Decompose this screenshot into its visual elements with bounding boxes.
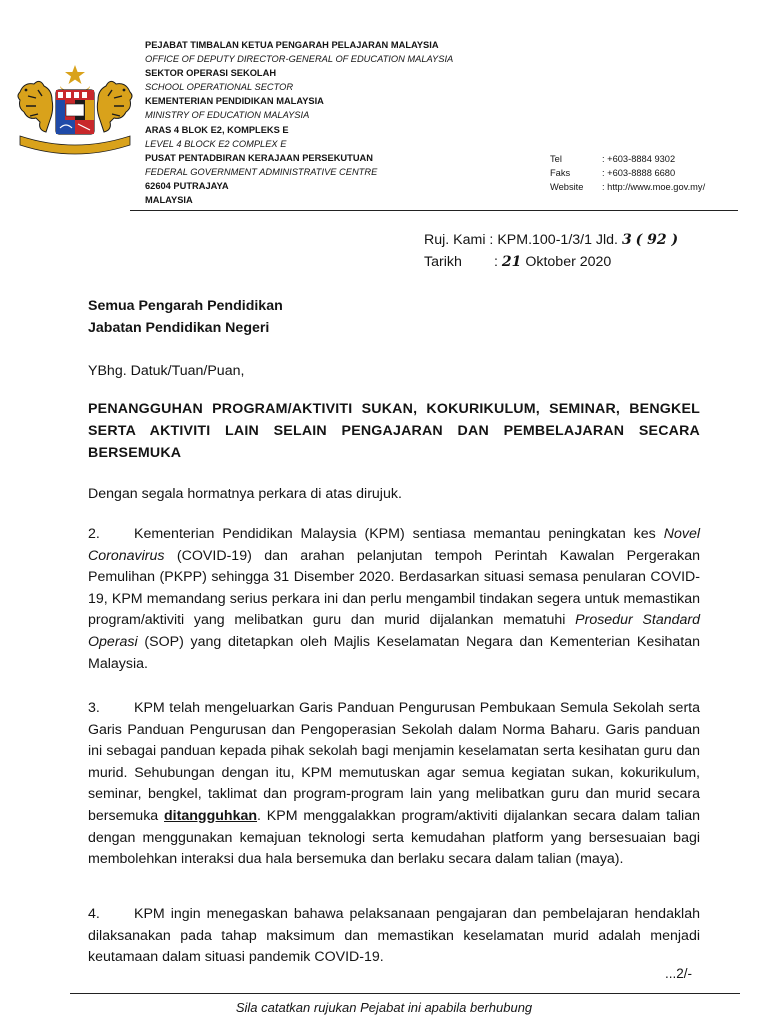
contact-label: Website bbox=[550, 182, 584, 193]
paragraph-emphasis: ditangguhkan bbox=[164, 807, 258, 824]
contact-label: Faks bbox=[550, 168, 571, 179]
letterhead-line: MALAYSIA bbox=[145, 195, 193, 206]
reference-value: KPM.100-1/3/1 Jld. bbox=[497, 232, 618, 248]
reference-label: Ruj. Kami : bbox=[424, 232, 494, 248]
letter-title: PENANGGUHAN PROGRAM/AKTIVITI SUKAN, KOKURIKULUM, SEMINAR, BENGKEL SERTA AKTIVITI LAIN SELAIN PENGAJARAN DAN PEMBELAJARAN SECARA BERSEMUKA bbox=[88, 401, 700, 461]
contact-value: : +603-8884 9302 bbox=[602, 154, 676, 164]
contact-block bbox=[550, 152, 705, 195]
reference-block bbox=[424, 229, 678, 273]
handwritten-number: ( 92 ) bbox=[635, 232, 679, 248]
reference-date bbox=[424, 251, 678, 273]
paragraph-text: KPM ingin menegaskan bahawa pelaksanaan pengajaran dan pembelajaran hendaklah dilaksanakan pada tahap maksimum dan memastikan keselamatan murid adalah menjadi keutamaan dalam situasi pandemik COVID-19. bbox=[88, 906, 700, 966]
contact-row-website bbox=[550, 180, 705, 194]
footer-note: Sila catatkan rujukan Pejabat ini apabila berhubung bbox=[235, 1000, 533, 1015]
letterhead-line: ARAS 4 BLOK E2, KOMPLEKS E bbox=[145, 124, 289, 135]
paragraph-italic: Novel Coronavirus bbox=[88, 526, 700, 564]
paragraph-4 bbox=[88, 904, 700, 969]
letterhead-line: LEVEL 4 BLOCK E2 COMPLEX E bbox=[145, 138, 287, 149]
contact-value: : +603-8888 6680 bbox=[602, 168, 676, 179]
letterhead-line: SEKTOR OPERASI SEKOLAH bbox=[145, 68, 277, 79]
salutation: YBhg. Datuk/Tuan/Puan, bbox=[88, 363, 245, 379]
recipient-line: Jabatan Pendidikan Negeri bbox=[88, 319, 270, 336]
letterhead-line: KEMENTERIAN PENDIDIKAN MALAYSIA bbox=[145, 96, 324, 107]
page-continuation-marker: ...2/- bbox=[665, 966, 693, 981]
header-divider bbox=[130, 210, 738, 211]
paragraph-text: . KPM menggalakkan program/aktiviti dijalankan secara dalam talian dengan menggunakan kemajuan teknologi serta kemudahan platform yang bersesuaian bagi membolehkan interaksi dua hala bersemuka dan berlaku secara dalam talian (maya). bbox=[88, 807, 700, 868]
paragraph-text: KPM telah mengeluarkan Garis Panduan Pengurusan Pembukaan Semula Sekolah serta Garis Panduan Pengurusan dan Pengoperasian Sekolah dalam Norma Baharu. Garis panduan ini sebagai panduan kepada pihak sekolah bagi menjamin keselamatan serta kesihatan guru dan murid. Sehubungan dengan itu, KPM memutuskan agar semua kegiatan sukan, kokurikulum, seminar, bengkel, taklimat dan program-program lain yang melibatkan guru dan murid secara bersemuka bbox=[88, 700, 700, 824]
recipient-line: Semua Pengarah Pendidikan bbox=[88, 298, 283, 314]
website-link[interactable]: : http://www.moe.gov.my/ bbox=[602, 182, 706, 193]
recipient-block bbox=[88, 296, 700, 339]
letterhead bbox=[145, 38, 545, 207]
reference-number bbox=[424, 229, 678, 251]
letterhead-line: FEDERAL GOVERNMENT ADMINISTRATIVE CENTRE bbox=[145, 166, 378, 177]
handwritten-day: 21 bbox=[501, 254, 522, 270]
opening-line: Dengan segala hormatnya perkara di atas dirujuk. bbox=[88, 486, 402, 502]
paragraph-text: Kementerian Pendidikan Malaysia (KPM) sentiasa memantau peningkatan kes bbox=[134, 526, 664, 542]
malaysia-coat-of-arms-icon bbox=[14, 62, 136, 162]
contact-label: Tel bbox=[550, 154, 562, 164]
paragraph-number: 2. bbox=[88, 526, 100, 542]
handwritten-volume: 3 bbox=[621, 232, 632, 248]
letterhead-line: OFFICE OF DEPUTY DIRECTOR-GENERAL OF EDUCATION MALAYSIA bbox=[145, 54, 454, 65]
paragraph-text: (COVID-19) dan arahan pelanjutan tempoh Perintah Kawalan Pergerakan Pemulihan (PKPP) sehingga 31 Disember 2020. Berdasarkan situasi semasa penularan COVID-19, KPM memandang serius perkara ini dan perlu mengambil tindakan segera untuk memastikan program/aktiviti yang melibatkan guru dan murid dijalankan mematuhi bbox=[88, 547, 700, 629]
footer-divider bbox=[70, 993, 740, 994]
paragraph-number: 4. bbox=[88, 906, 100, 922]
paragraph-3 bbox=[88, 698, 700, 871]
date-value: Oktober 2020 bbox=[525, 254, 612, 270]
letterhead-line: MINISTRY OF EDUCATION MALAYSIA bbox=[145, 110, 310, 121]
paragraph-number: 3. bbox=[88, 700, 100, 716]
paragraph-italic: Prosedur Standard Operasi bbox=[88, 612, 701, 650]
contact-row-tel bbox=[550, 152, 705, 166]
letterhead-line: 62604 PUTRAJAYA bbox=[145, 180, 229, 191]
letterhead-line: SCHOOL OPERATIONAL SECTOR bbox=[145, 82, 294, 93]
paragraph-text: (SOP) yang ditetapkan oleh Majlis Keselamatan Negara dan Kementerian Kesihatan Malaysia. bbox=[88, 633, 700, 672]
paragraph-2 bbox=[88, 524, 700, 675]
date-label: Tarikh bbox=[424, 254, 462, 270]
date-colon: : bbox=[494, 254, 498, 270]
contact-row-faks bbox=[550, 166, 705, 180]
letterhead-line: PEJABAT TIMBALAN KETUA PENGARAH PELAJARAN MALAYSIA bbox=[145, 40, 439, 50]
letterhead-line: PUSAT PENTADBIRAN KERAJAAN PERSEKUTUAN bbox=[145, 152, 373, 163]
